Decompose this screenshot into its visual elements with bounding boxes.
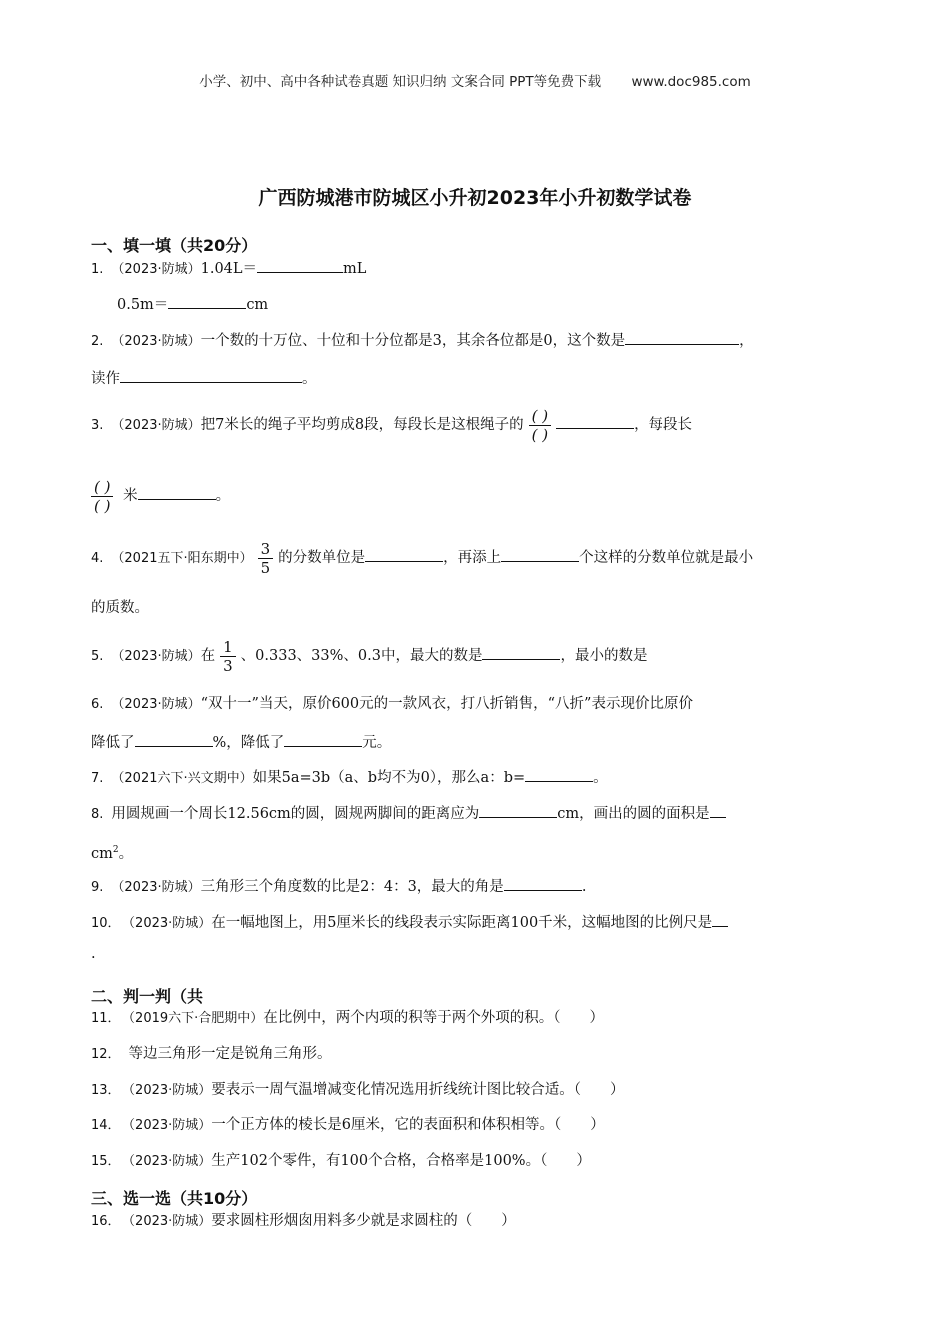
question-number: 6. xyxy=(91,697,104,712)
question-10 xyxy=(91,912,728,934)
question-source: （2021五下·阳东期中） xyxy=(111,551,253,566)
question-3 xyxy=(91,405,692,446)
question-number: 7. xyxy=(91,771,104,786)
answer-blank[interactable] xyxy=(479,803,557,818)
question-text: 1.04L＝ xyxy=(200,261,258,277)
answer-blank[interactable] xyxy=(625,330,739,345)
question-text: 把7米长的绳子平均剪成8段，每段长是这根绳子的 xyxy=(200,417,524,433)
answer-blank[interactable] xyxy=(135,732,213,747)
question-text[interactable]: 要求圆柱形烟囱用料多少就是求圆柱的（ ） xyxy=(211,1213,516,1229)
question-text: 。 xyxy=(118,845,134,862)
question-number: 8. xyxy=(91,807,104,822)
question-14 xyxy=(91,1115,605,1136)
question-text: 降低了 xyxy=(91,735,135,751)
question-source: （2023·防城） xyxy=(128,1118,212,1133)
question-text: 一个数的十万位、十位和十分位都是3，其余各位都是0，这个数是 xyxy=(200,333,626,349)
answer-blank[interactable] xyxy=(482,645,560,660)
question-text: cm，画出的圆的面积是 xyxy=(557,806,710,822)
question-source: （2023·防城） xyxy=(111,880,201,895)
question-text: 的分数单位是 xyxy=(278,550,366,566)
answer-blank[interactable] xyxy=(257,258,343,273)
question-number: 5. xyxy=(91,649,104,664)
question-15 xyxy=(91,1151,591,1172)
question-1-part-2 xyxy=(117,294,268,315)
question-text: 等边三角形一定是锐角三角形。 xyxy=(128,1046,332,1062)
page-header xyxy=(0,70,950,90)
question-source: （2019六下·合肥期中） xyxy=(128,1011,264,1026)
answer-blank[interactable] xyxy=(710,803,726,818)
question-2-part-2 xyxy=(91,368,317,389)
header-text: 小学、初中、高中各种试卷真题 知识归纳 文案合同 PPT等免费下载 xyxy=(199,74,602,90)
fraction: $\frac{1}{3}$ xyxy=(220,638,236,675)
question-text: 读作 xyxy=(91,371,120,387)
question-2 xyxy=(91,330,754,352)
question-text: ，每段长 xyxy=(634,417,693,433)
question-text: 如果5a=3b（a、b均不为0），那么a：b= xyxy=(252,770,526,786)
superscript: 2 xyxy=(112,845,119,855)
exam-title: 广西防城港市防城区小升初2023年小升初数学试卷 xyxy=(258,187,692,209)
question-text: 三角形三个角度数的比是2：4：3，最大的角是 xyxy=(200,879,504,895)
question-text: . xyxy=(581,879,587,895)
question-text: 。 xyxy=(215,488,231,504)
question-number: 1. xyxy=(91,262,104,277)
question-text: 个这样的分数单位就是最小 xyxy=(579,550,754,566)
question-text[interactable]: 要表示一周气温增减变化情况选用折线统计图比较合适。（ ） xyxy=(211,1082,625,1098)
question-number: 9. xyxy=(91,880,104,895)
question-source: （2023·防城） xyxy=(111,649,201,664)
question-13 xyxy=(91,1080,625,1101)
answer-blank[interactable] xyxy=(138,485,216,500)
question-6-part-2 xyxy=(91,732,391,753)
question-text: 用圆规画一个周长12.56cm的圆，圆规两脚间的距离应为 xyxy=(111,806,480,822)
fraction: $\frac{3}{5}$ xyxy=(258,540,274,577)
question-text: ， xyxy=(739,333,754,349)
question-source: （2023·防城） xyxy=(111,697,201,712)
question-text: mL xyxy=(343,261,367,277)
question-5 xyxy=(91,636,647,677)
question-6 xyxy=(91,694,693,715)
answer-blank[interactable] xyxy=(501,547,579,562)
question-source: （2021六下·兴文期中） xyxy=(111,771,253,786)
question-number: 4. xyxy=(91,551,104,566)
question-number: 15． xyxy=(91,1154,121,1169)
question-text: 0.5m＝ xyxy=(117,297,169,313)
question-number: 14． xyxy=(91,1118,121,1133)
answer-blank[interactable] xyxy=(120,368,302,383)
answer-blank[interactable] xyxy=(712,912,728,927)
question-text: 的质数。 xyxy=(91,600,149,616)
question-16 xyxy=(91,1211,516,1232)
answer-blank[interactable] xyxy=(284,732,362,747)
question-text: 、0.333、33%、0.3中，最大的数是 xyxy=(240,648,483,664)
question-7 xyxy=(91,767,608,789)
question-text: . xyxy=(91,946,96,962)
section-heading-judge: 二、判一判（共 xyxy=(91,987,204,1006)
question-text: 元。 xyxy=(362,735,392,751)
question-10-part-2 xyxy=(91,944,96,964)
question-text[interactable]: 生产102个零件，有100个合格，合格率是100%。（ ） xyxy=(211,1153,591,1169)
answer-blank[interactable] xyxy=(556,414,634,429)
question-text: 。 xyxy=(302,371,317,387)
question-text: cm xyxy=(246,297,269,313)
question-3-part-2 xyxy=(91,476,230,516)
question-source: （2023·防城） xyxy=(128,1083,212,1098)
question-number: 11． xyxy=(91,1011,121,1026)
answer-blank[interactable] xyxy=(525,767,593,782)
section-heading-choose: 三、选一选（共10分） xyxy=(91,1189,258,1208)
question-4 xyxy=(91,538,753,579)
question-number: 2. xyxy=(91,334,104,349)
question-text[interactable]: 一个正方体的棱长是6厘米，它的表面积和体积相等。（ ） xyxy=(211,1117,605,1133)
question-9 xyxy=(91,876,586,898)
question-number: 10． xyxy=(91,916,121,931)
question-number: 3. xyxy=(91,418,104,433)
header-site-link[interactable]: www.doc985.com xyxy=(631,74,751,90)
question-text: 在 xyxy=(200,648,216,664)
question-text: 在一幅地图上，用5厘米长的线段表示实际距离100千米，这幅地图的比例尺是 xyxy=(211,915,713,931)
answer-blank[interactable] xyxy=(504,876,582,891)
question-text: ，再添上 xyxy=(443,550,502,566)
question-text[interactable]: 在比例中，两个内项的积等于两个外项的积。（ ） xyxy=(263,1010,605,1026)
answer-blank[interactable] xyxy=(365,547,443,562)
section-heading-fill: 一、填一填（共20分） xyxy=(91,236,258,255)
question-8-part-2 xyxy=(91,840,133,864)
question-text: ，最小的数是 xyxy=(560,648,648,664)
question-8 xyxy=(91,803,726,825)
question-source: （2023·防城） xyxy=(111,334,201,349)
question-source: （2023·防城） xyxy=(111,418,201,433)
question-source: （2023·防城） xyxy=(111,262,201,277)
question-text: “双十一”当天，原价600元的一款风衣，打八折销售，“八折”表示现价比原价 xyxy=(200,696,693,712)
question-number: 12． xyxy=(91,1047,121,1062)
question-text: 米 xyxy=(123,488,138,504)
question-source: （2023·防城） xyxy=(128,1214,212,1229)
answer-blank[interactable] xyxy=(168,294,246,309)
question-1 xyxy=(91,258,366,280)
fraction-blank[interactable]: $\frac{( )}{( )}$ xyxy=(529,407,551,444)
question-text: %，降低了 xyxy=(212,735,285,751)
question-12 xyxy=(91,1044,332,1065)
question-number: 13． xyxy=(91,1083,121,1098)
question-number: 16． xyxy=(91,1214,121,1229)
question-4-part-2 xyxy=(91,598,149,618)
question-source: （2023·防城） xyxy=(128,916,212,931)
question-text: cm xyxy=(91,845,113,862)
fraction-blank[interactable]: $\frac{( )}{( )}$ xyxy=(91,478,113,515)
question-text: 。 xyxy=(593,770,608,786)
question-source: （2023·防城） xyxy=(128,1154,212,1169)
question-11 xyxy=(91,1008,604,1029)
